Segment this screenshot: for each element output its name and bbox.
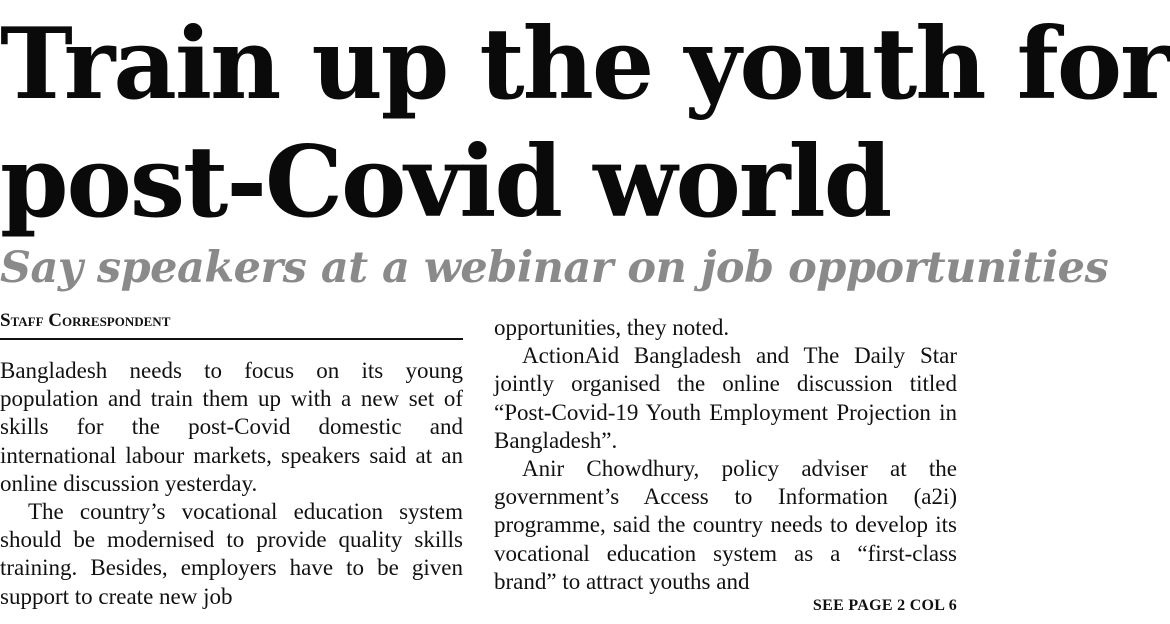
- paragraph: Anir Chowdhury, policy adviser at the government’s Access to Information (a2i) programme, said the country needs to develop its vocational education system as a “first-class brand” to attract youths and: [494, 456, 957, 594]
- paragraph: Bangladesh needs to focus on its young population and train them up with a new set of skills for the post-Covid domestic and international labour markets, speakers said at an online discussion yesterday.: [0, 358, 463, 496]
- subheadline: Say speakers at a webinar on job opportunities: [0, 243, 1109, 293]
- article-column-2: [494, 314, 957, 596]
- continuation-link[interactable]: SEE PAGE 2 COL 6: [812, 597, 957, 614]
- headline-line-2: post-Covid world: [0, 125, 891, 240]
- article-column-1: [0, 357, 463, 611]
- paragraph: opportunities, they noted.: [494, 315, 730, 340]
- headline-line-1: Train up the youth for: [0, 7, 1170, 122]
- headline: [0, 6, 1170, 242]
- byline: Staff Correspondent: [0, 310, 463, 340]
- paragraph: The country’s vocational education system should be modernised to provide quality skills training. Besides, employers have to be given support to create new job: [0, 499, 463, 609]
- paragraph: ActionAid Bangladesh and The Daily Star jointly organised the online discussion titled “Post-Covid-19 Youth Employment Projection in Bangladesh”.: [494, 343, 957, 453]
